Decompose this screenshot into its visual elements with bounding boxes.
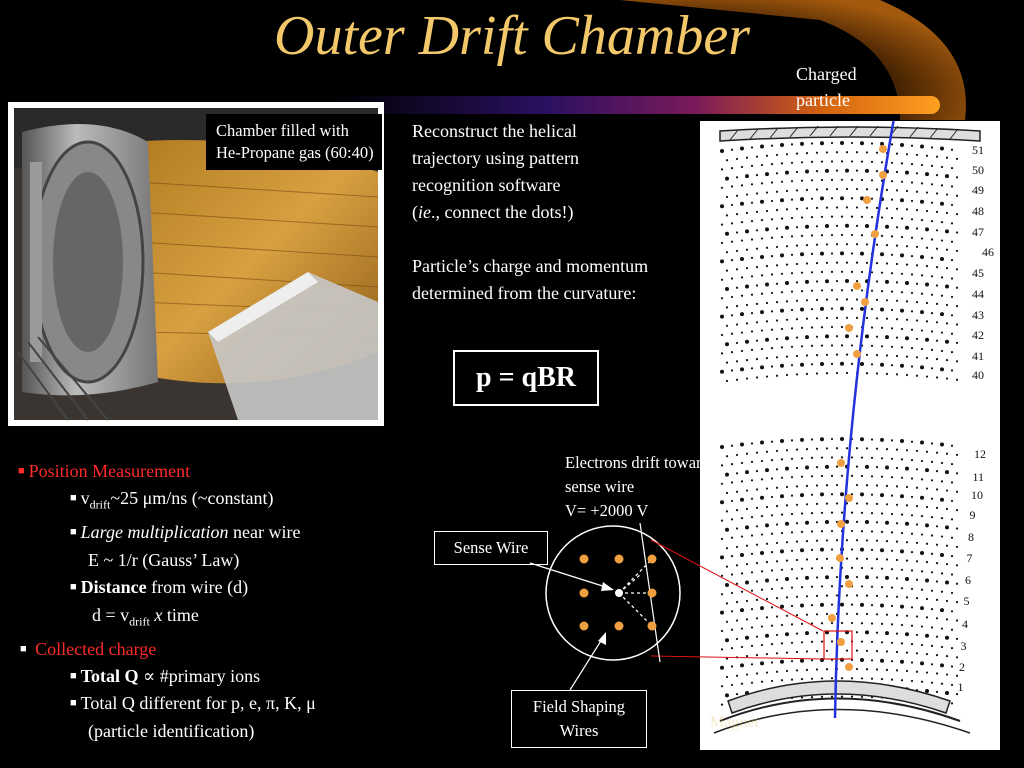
layer-label: 1 bbox=[957, 680, 964, 694]
layer-label: 47 bbox=[972, 225, 984, 239]
bullet-collected-charge: ■ Collected charge bbox=[20, 638, 157, 659]
layer-label: 12 bbox=[974, 447, 986, 461]
layer-label: 42 bbox=[972, 328, 984, 342]
description-para-1: Reconstruct the helical trajectory using pattern recognition software (ie., connect the dots!) bbox=[412, 121, 579, 222]
bullet-d-formula: $d = v_{drift}$ x time bbox=[92, 604, 199, 629]
layer-label: 45 bbox=[972, 266, 984, 280]
bullet-total-q: ■ Total Q ∝ #primary ions bbox=[70, 666, 261, 687]
layer-label: 11 bbox=[972, 470, 985, 484]
layer-label: 8 bbox=[968, 530, 974, 544]
sense-wire-label: Sense Wire bbox=[434, 531, 548, 565]
bullet-large-multiplication: ■ Large multiplication near wire bbox=[70, 522, 301, 543]
layer-label: 50 bbox=[972, 163, 984, 177]
layer-label: 7 bbox=[966, 551, 973, 565]
sense-wire-dot bbox=[615, 589, 623, 597]
electrons-drift-label: Electrons drift toward sense wire V= +2000 V bbox=[565, 453, 710, 520]
layer-label: 44 bbox=[972, 287, 984, 301]
slide-title: Outer Drift Chamber bbox=[274, 5, 750, 67]
field-shaping-wires-label: Field Shaping Wires bbox=[511, 690, 647, 748]
layer-label: 5 bbox=[963, 594, 970, 608]
charged-particle-label: Charged particle bbox=[796, 64, 857, 110]
momentum-formula: p = qBR bbox=[453, 350, 599, 406]
layer-label: 51 bbox=[972, 143, 984, 157]
bullet-particle-id: (particle identification) bbox=[88, 720, 255, 741]
layer-label: 3 bbox=[960, 639, 967, 653]
layer-label: 40 bbox=[972, 368, 984, 382]
layer-label: 43 bbox=[972, 308, 984, 322]
layer-label: 9 bbox=[969, 508, 976, 522]
layer-label: 48 bbox=[972, 204, 984, 218]
description-para-2: Particle’s charge and momentum determined from the curvature: bbox=[412, 256, 649, 303]
bullet-position-measurement: ■ Position Measurement bbox=[18, 461, 191, 481]
layer-label: 10 bbox=[971, 488, 983, 502]
drift-cell-circle bbox=[546, 526, 680, 660]
layer-label: 2 bbox=[959, 660, 965, 674]
magnet-watermark: Magnet bbox=[710, 714, 759, 731]
photo-caption: Chamber filled with He-Propane gas (60:40) bbox=[206, 114, 382, 170]
layer-label: 6 bbox=[965, 573, 971, 587]
bullet-distance: ■ Distance from wire (d) bbox=[70, 577, 249, 598]
layer-label: 41 bbox=[972, 349, 984, 363]
bullet-gauss-law: E ~ 1/r (Gauss’ Law) bbox=[88, 549, 240, 570]
layer-label: 49 bbox=[972, 183, 984, 197]
bullet-total-q-different: ■ Total Q different for p, e, π, K, μ bbox=[70, 693, 316, 714]
layer-label: 46 bbox=[982, 245, 994, 259]
layer-label: 4 bbox=[962, 617, 968, 631]
bullet-vdrift: ■ $v_{drift}\sim 25$ μm/ns (~constant) bbox=[70, 488, 274, 512]
